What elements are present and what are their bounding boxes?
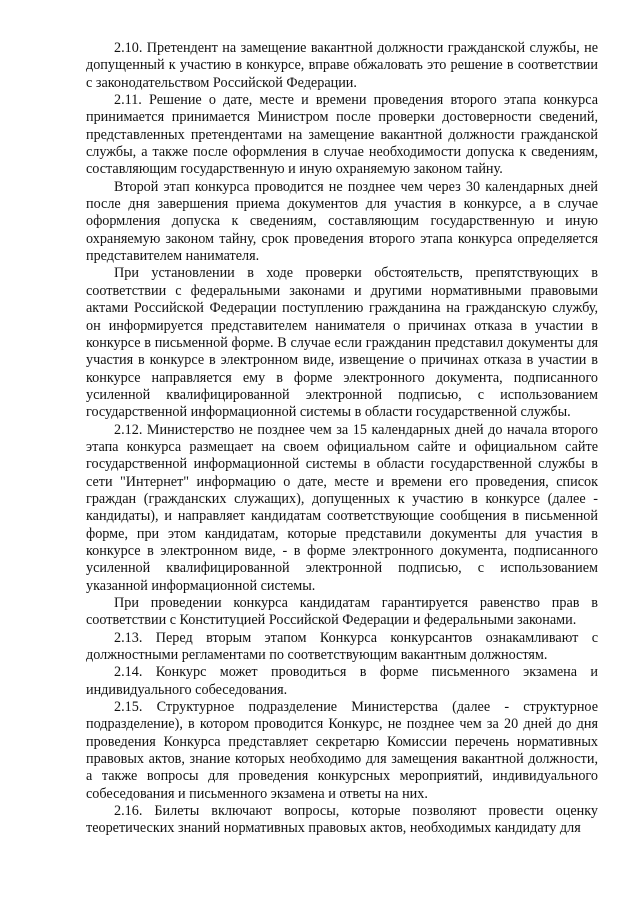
- paragraph-equal-rights: При проведении конкурса кандидатам гарантируется равенство прав в соответствии с Конституцией Российской Федерации и федеральными законами.: [86, 595, 598, 629]
- paragraph-2-11: 2.11. Решение о дате, месте и времени проведения второго этапа конкурса принимается принимается Министром после проверки достоверности сведений, представленных претендентами на замещение вакантной должности гражданской службы, а также после оформления в случае необходимости допуска к сведениям, составляющим государственную и иную охраняемую законом тайну.: [86, 92, 598, 178]
- paragraph-2-12: 2.12. Министерство не позднее чем за 15 календарных дней до начала второго этапа конкурса размещает на своем официальном сайте и официальном сайте государственной информационной системы в области государственной службы в сети "Интернет" информацию о дате, месте и времени его проведения, список граждан (гражданских служащих), допущенных к участию в конкурсе (далее - кандидаты), и направляет кандидатам соответствующие сообщения в письменной форме, при этом кандидатам, которые представили документы для участия в конкурсе в электронном виде, - в форме электронного документа, подписанного усиленной квалифицированной электронной подписью, с использованием указанной информационной системы.: [86, 421, 598, 594]
- document-body: [86, 40, 598, 838]
- paragraph-2-14: 2.14. Конкурс может проводиться в форме письменного экзамена и индивидуального собеседования.: [86, 664, 598, 698]
- paragraph-2-15: 2.15. Структурное подразделение Министерства (далее - структурное подразделение), в котором проводится Конкурс, не позднее чем за 20 дней до дня проведения Конкурса представляет секретарю Комиссии перечень нормативных правовых актов, знание которых необходимо для замещения вакантной должности, а также вопросы для проведения конкурсных мероприятий, индивидуального собеседования и письменного экзамена и ответы на них.: [86, 699, 598, 802]
- paragraph-2-16: 2.16. Билеты включают вопросы, которые позволяют провести оценку теоретических знаний нормативных правовых актов, необходимых кандидату для: [86, 803, 598, 837]
- paragraph-2-10: 2.10. Претендент на замещение вакантной должности гражданской службы, не допущенный к участию в конкурсе, вправе обжаловать это решение в соответствии с законодательством Российской Федерации.: [86, 40, 598, 91]
- paragraph-second-stage-timing: Второй этап конкурса проводится не позднее чем через 30 календарных дней после дня завершения приема документов для участия в конкурсе, а в случае оформления допуска к сведениям, составляющим государственную и иную охраняемую законом тайну, срок проведения второго этапа конкурса определяется представителем нанимателя.: [86, 178, 598, 265]
- paragraph-refusal-notice: При установлении в ходе проверки обстоятельств, препятствующих в соответствии с федеральными законами и другими нормативными правовыми актами Российской Федерации поступлению гражданина на гражданскую службу, он информируется представителем нанимателя о причинах отказа в участии в конкурсе в письменной форме. В случае если гражданин представил документы для участия в конкурсе в электронном виде, извещение о причинах отказа в участии в конкурсе направляется ему в форме электронного документа, подписанного усиленной квалифицированной электронной подписью, с использованием государственной информационной системы в области государственной службы.: [86, 265, 598, 421]
- paragraph-2-13: 2.13. Перед вторым этапом Конкурса конкурсантов ознакамливают с должностными регламентами по соответствующим вакантным должностям.: [86, 629, 598, 664]
